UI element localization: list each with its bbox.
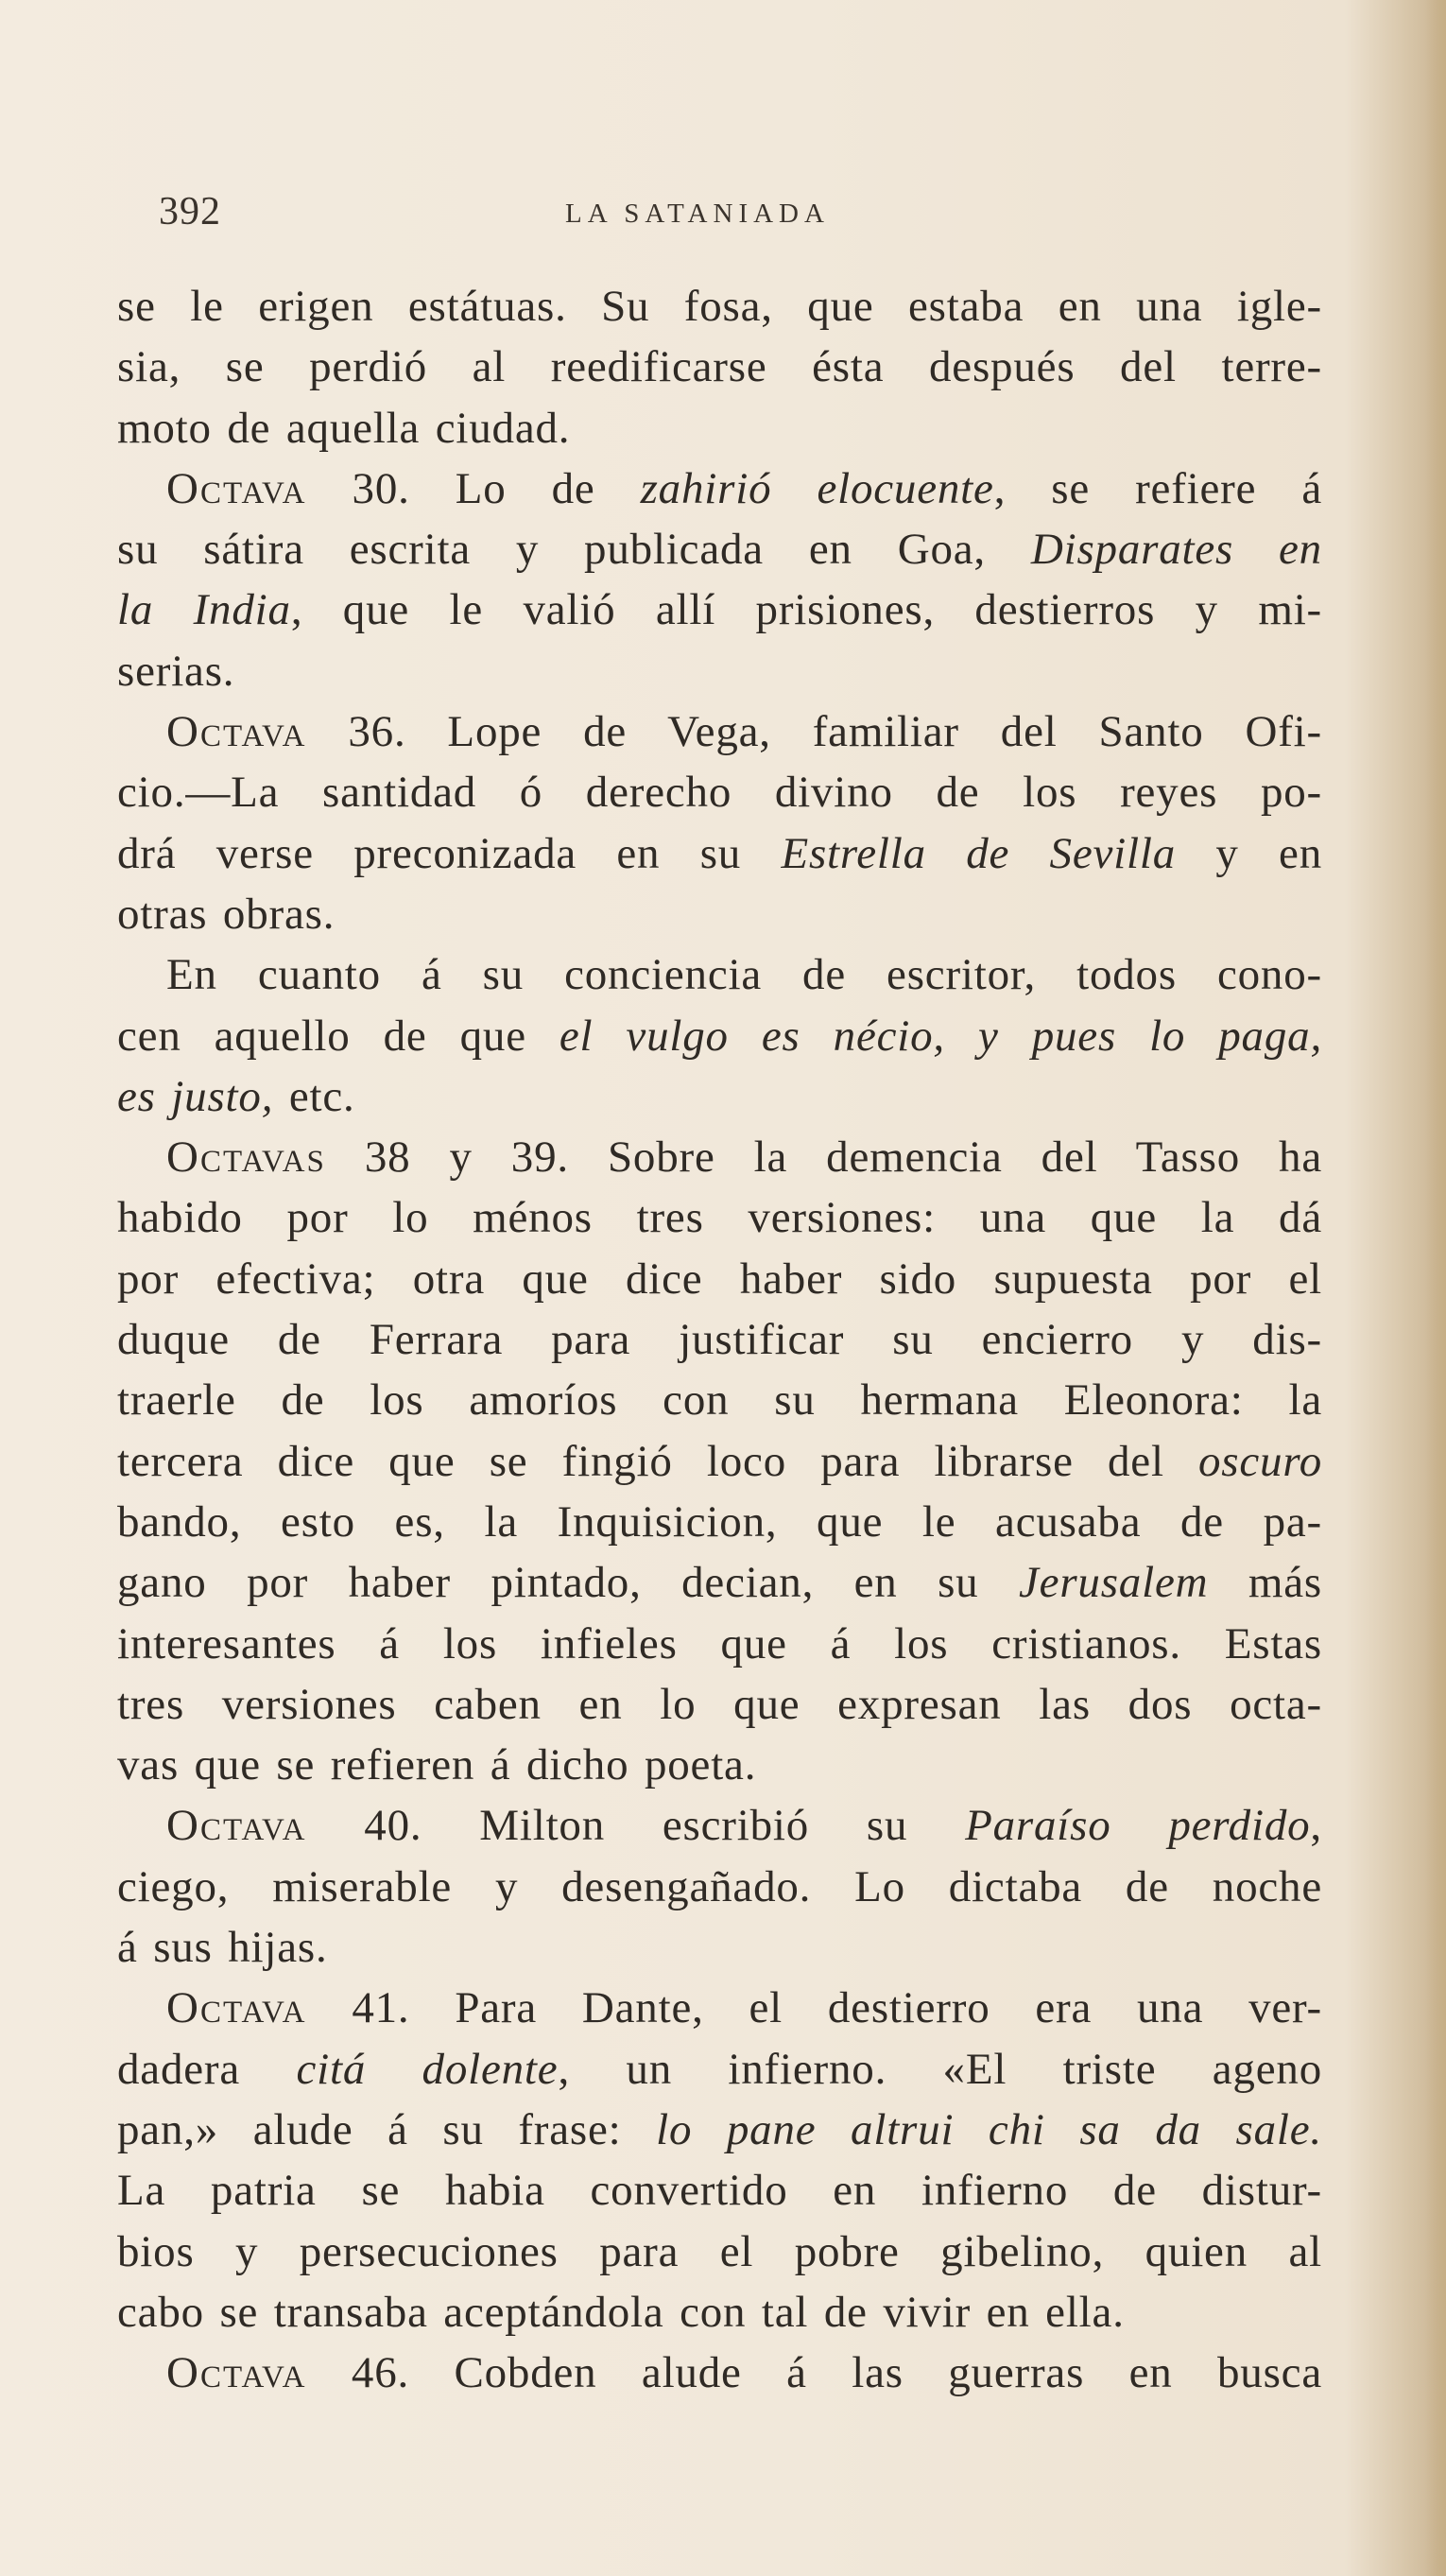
italic-text: lo pane altrui chi sa da sale. bbox=[656, 2104, 1322, 2154]
text-run: , que le valió allí prisiones, destierros y mi- bbox=[290, 585, 1322, 635]
text-line bbox=[117, 701, 1322, 762]
text-line bbox=[117, 458, 1322, 519]
text-run: vas que se refieren á dicho poeta. bbox=[117, 1740, 757, 1790]
text-line bbox=[117, 1735, 1322, 1795]
italic-text: el vulgo es nécio, y pues lo paga, bbox=[559, 1011, 1322, 1061]
text-run: La patria se habia convertido en infierno de distur- bbox=[117, 2166, 1322, 2216]
text-run: sia, se perdió al reedificarse ésta después del terre- bbox=[117, 342, 1322, 392]
italic-text: Disparates en bbox=[1030, 525, 1322, 575]
italic-text: es justo, bbox=[117, 1071, 274, 1121]
text-run: cen aquello de que bbox=[117, 1011, 559, 1061]
text-line bbox=[117, 1187, 1322, 1248]
text-line bbox=[117, 1978, 1322, 2038]
italic-text: zahirió elocuente bbox=[640, 463, 994, 513]
text-line bbox=[117, 276, 1322, 337]
text-line bbox=[117, 1309, 1322, 1370]
note-label: Octava bbox=[166, 2348, 307, 2398]
text-line bbox=[117, 1614, 1322, 1674]
text-line bbox=[117, 1066, 1322, 1127]
text-run: moto de aquella ciudad. bbox=[117, 403, 571, 453]
text-line bbox=[117, 823, 1322, 884]
text-line bbox=[117, 944, 1322, 1005]
running-title: LA SATANIADA bbox=[565, 199, 830, 229]
text-line bbox=[117, 2343, 1322, 2403]
italic-text: Estrella de Sevilla bbox=[781, 828, 1177, 878]
text-run: 40. Milton escribió su bbox=[306, 1801, 966, 1851]
italic-text: citá dolente bbox=[296, 2044, 559, 2094]
text-run: á sus hijas. bbox=[117, 1923, 328, 1973]
text-line bbox=[117, 1370, 1322, 1430]
text-run: y en bbox=[1176, 828, 1322, 878]
text-run: , se refiere á bbox=[993, 463, 1322, 513]
italic-text: oscuro bbox=[1198, 1436, 1322, 1486]
text-line bbox=[117, 1249, 1322, 1309]
text-line bbox=[117, 1674, 1322, 1735]
text-run: gano por haber pintado, decian, en su bbox=[117, 1558, 1019, 1608]
text-line bbox=[117, 1857, 1322, 1917]
text-run: 30. Lo de bbox=[306, 463, 641, 513]
text-line bbox=[117, 2039, 1322, 2100]
text-line bbox=[117, 519, 1322, 579]
body-text bbox=[117, 276, 1322, 2403]
text-line bbox=[117, 1492, 1322, 1552]
text-run: etc. bbox=[273, 1071, 355, 1121]
text-run: interesantes á los infieles que á los cristianos. Estas bbox=[117, 1618, 1322, 1668]
text-run: En cuanto á su conciencia de escritor, todos cono- bbox=[166, 950, 1322, 1000]
text-run: por efectiva; otra que dice haber sido supuesta por el bbox=[117, 1253, 1322, 1304]
note-label: Octavas bbox=[166, 1132, 326, 1183]
text-run: 46. Cobden alude á las guerras en busca bbox=[306, 2348, 1322, 2398]
text-run: cabo se transaba aceptándola con tal de vivir en ella. bbox=[117, 2287, 1125, 2337]
italic-text: la India bbox=[117, 585, 291, 635]
text-run: tercera dice que se fingió loco para librarse del bbox=[117, 1436, 1198, 1486]
text-run: dadera bbox=[117, 2044, 297, 2094]
text-run: drá verse preconizada en su bbox=[117, 828, 782, 878]
text-run: 36. Lope de Vega, familiar del Santo Ofi- bbox=[306, 707, 1322, 757]
text-line bbox=[117, 2222, 1322, 2282]
page-number: 392 bbox=[159, 190, 221, 233]
text-line bbox=[117, 762, 1322, 822]
text-line bbox=[117, 337, 1322, 397]
note-label: Octava bbox=[166, 463, 307, 513]
page-header bbox=[159, 189, 1317, 246]
text-run: tres versiones caben en lo que expresan las dos octa- bbox=[117, 1679, 1322, 1729]
text-run: 41. Para Dante, el destierro era una ver- bbox=[306, 1983, 1322, 2033]
text-run: , un infierno. «El triste ageno bbox=[558, 2044, 1322, 2094]
text-line bbox=[117, 2282, 1322, 2343]
text-run: bando, esto es, la Inquisicion, que le acusaba de pa- bbox=[117, 1496, 1322, 1547]
text-line bbox=[117, 1006, 1322, 1066]
text-run: más bbox=[1208, 1558, 1322, 1608]
text-run: traerle de los amoríos con su hermana Eleonora: la bbox=[117, 1375, 1322, 1426]
text-line bbox=[117, 1795, 1322, 1856]
text-line bbox=[117, 641, 1322, 701]
text-line bbox=[117, 2160, 1322, 2221]
text-run: ciego, miserable y desengañado. Lo dictaba de noche bbox=[117, 1861, 1322, 1911]
text-line bbox=[117, 1552, 1322, 1613]
text-line bbox=[117, 884, 1322, 944]
text-run: serias. bbox=[117, 646, 235, 696]
text-line bbox=[117, 579, 1322, 640]
italic-text: Paraíso perdido bbox=[965, 1801, 1311, 1851]
note-label: Octava bbox=[166, 1801, 307, 1851]
text-run: 38 y 39. Sobre la demencia del Tasso ha bbox=[325, 1132, 1322, 1183]
text-line bbox=[117, 1917, 1322, 1978]
text-run: su sátira escrita y publicada en Goa, bbox=[117, 525, 1031, 575]
text-run: , bbox=[1310, 1801, 1322, 1851]
text-line bbox=[117, 1127, 1322, 1187]
text-run: otras obras. bbox=[117, 889, 336, 939]
note-label: Octava bbox=[166, 707, 307, 757]
text-line bbox=[117, 2100, 1322, 2160]
italic-text: Jerusalem bbox=[1019, 1558, 1209, 1608]
text-run: habido por lo ménos tres versiones: una que la dá bbox=[117, 1193, 1322, 1243]
text-run: se le erigen estátuas. Su fosa, que estaba en una igle- bbox=[117, 282, 1322, 331]
text-line bbox=[117, 398, 1322, 458]
text-run: pan,» alude á su frase: bbox=[117, 2104, 657, 2154]
text-run: cio.—La santidad ó derecho divino de los reyes po- bbox=[117, 768, 1322, 818]
note-label: Octava bbox=[166, 1983, 307, 2033]
page-edge-shadow bbox=[1425, 0, 1446, 2576]
text-line bbox=[117, 1431, 1322, 1492]
text-run: bios y persecuciones para el pobre gibelino, quien al bbox=[117, 2226, 1322, 2276]
text-run: duque de Ferrara para justificar su encierro y dis- bbox=[117, 1315, 1322, 1365]
